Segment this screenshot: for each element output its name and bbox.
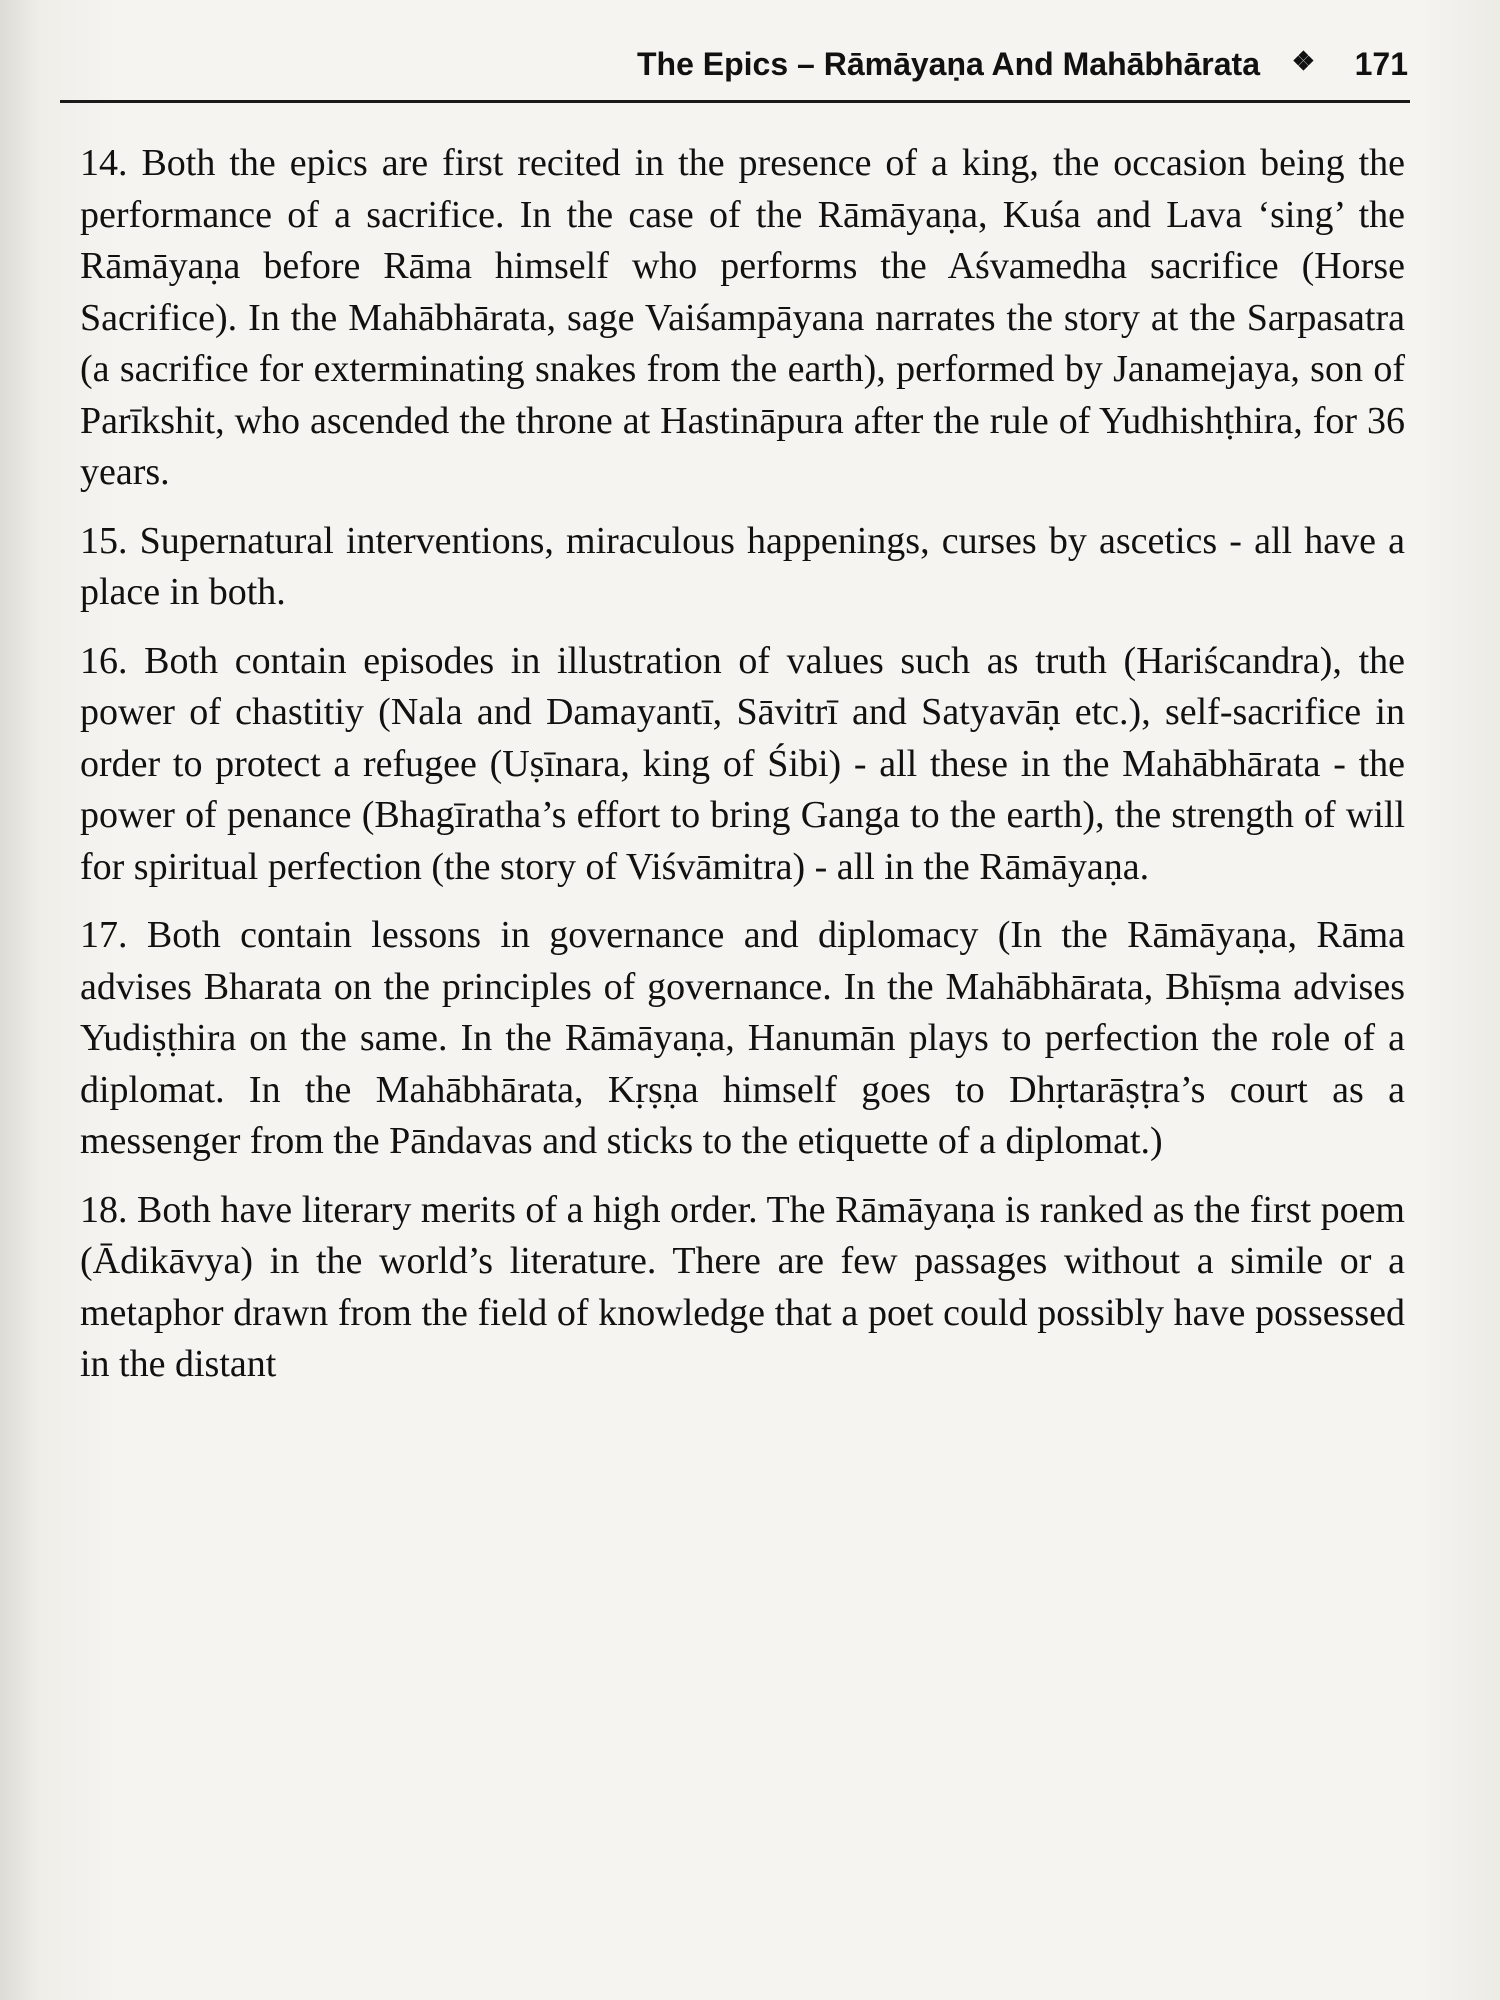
paragraph-14: 14. Both the epics are first recited in the presence of a king, the occasion being the performance of a sacrifice. In the case of the Rāmāyaṇa, Kuśa and Lava ‘sing’ the Rāmāyaṇa before Rāma himself who performs the Aśvamedha sacrifice (Horse Sacrifice). In the Mahābhārata, sage Vaiśampāyana narrates the story at the Sarpasatra (a sacrifice for exterminating snakes from the earth), performed by Janamejaya, son of Parīkshit, who ascended the throne at Hastināpura after the rule of Yudhishṭhira, for 36 years. xyxy=(80,142,1405,493)
paragraph-16: 16. Both contain episodes in illustration of values such as truth (Hariścandra), the power of chastitiy (Nala and Damayantī, Sāvitrī and Satyavāṇ etc.), self-sacrifice in order to protect a refugee (Uṣīnara, king of Śibi) - all these in the Mahābhārata - the power of penance (Bhagīratha’s effort to bring Ganga to the earth), the strength of will for spiritual perfection (the story of Viśvāmitra) - all in the Rāmāyaṇa. xyxy=(80,639,1405,888)
body-text xyxy=(80,138,1405,1408)
page-number: 171 xyxy=(1354,46,1408,82)
paragraph-17: 17. Both contain lessons in governance and diplomacy (In the Rāmāyaṇa, Rāma advises Bharata on the principles of governance. In the Mahābhārata, Bhīṣma advises Yudiṣṭhira on the same. In the Rāmāyaṇa, Hanumān plays to perfection the role of a diplomat. In the Mahābhārata, Kṛṣṇa himself goes to Dhṛtarāṣṭra’s court as a messenger from the Pāndavas and sticks to the etiquette of a diplomat.) xyxy=(80,914,1405,1162)
ornament-glyph: ❖ xyxy=(1291,46,1315,76)
paragraph-18: 18. Both have literary merits of a high order. The Rāmāyaṇa is ranked as the first poem (Ādikāvya) in the world’s literature. There are few passages without a simile or a metaphor drawn from the field of knowledge that a poet could possibly have possessed in the distant xyxy=(80,1188,1405,1385)
running-header xyxy=(60,46,1410,96)
running-title: The Epics – Rāmāyaṇa And Mahābhārata xyxy=(636,46,1260,82)
paragraph-15: 15. Supernatural interventions, miraculous happenings, curses by ascetics - all have a place in both. xyxy=(80,519,1405,613)
header-rule xyxy=(60,100,1410,103)
